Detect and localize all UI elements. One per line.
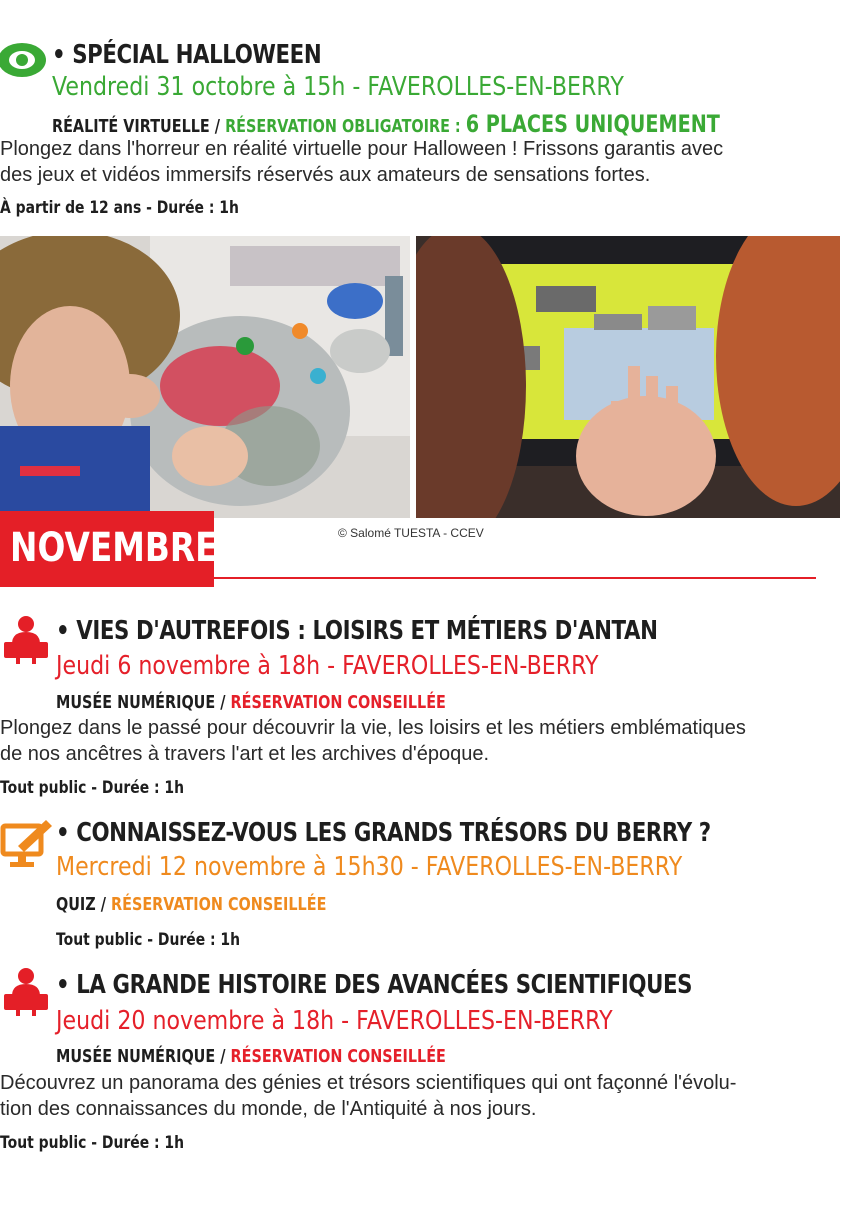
desc-line: Plongez dans l'horreur en réalité virtuelle pour Halloween ! Frissons garantis avec: [0, 138, 724, 160]
section-divider: [214, 577, 816, 579]
separator: /: [100, 894, 107, 915]
event-meta: [56, 692, 446, 713]
desc-line: Découvrez un panorama des génies et trésors scientifiques qui ont façonné l'évolu-: [0, 1072, 737, 1094]
event-footer: Tout public - Durée : 1h: [0, 778, 185, 798]
event-footer: Tout public - Durée : 1h: [0, 1133, 185, 1153]
event-description: [0, 136, 723, 188]
month-header: [0, 511, 218, 587]
desc-line: de nos ancêtres à travers l'art et les archives d'époque.: [0, 743, 490, 765]
reservation: RÉSERVATION OBLIGATOIRE :: [225, 116, 466, 137]
museum-presenter-icon: [2, 614, 50, 664]
event-type: RÉALITÉ VIRTUELLE: [52, 116, 210, 137]
event-title: • SPÉCIAL HALLOWEEN: [52, 40, 322, 70]
month-label: NOVEMBRE: [10, 525, 218, 571]
eye-icon: [0, 42, 46, 78]
event-date: Vendredi 31 octobre à 15h - FAVEROLLES-EN-BERRY: [52, 72, 624, 102]
event-type: QUIZ: [56, 894, 96, 915]
event-description: [0, 715, 746, 767]
reservation: RÉSERVATION CONSEILLÉE: [111, 894, 327, 915]
event-title: • CONNAISSEZ-VOUS LES GRANDS TRÉSORS DU BERRY ?: [56, 818, 711, 848]
reservation: RÉSERVATION CONSEILLÉE: [230, 1046, 446, 1067]
event-footer: À partir de 12 ans - Durée : 1h: [0, 198, 239, 218]
photo-credit: © Salomé TUESTA - CCEV: [338, 526, 484, 540]
separator: /: [220, 692, 226, 713]
event-date: Jeudi 20 novembre à 18h - FAVEROLLES-EN-BERRY: [56, 1006, 613, 1036]
event-description: [0, 1070, 736, 1122]
event-date: Jeudi 6 novembre à 18h - FAVEROLLES-EN-BERRY: [56, 651, 599, 681]
event-type: MUSÉE NUMÉRIQUE: [56, 692, 216, 713]
event-meta: [56, 1046, 446, 1067]
event-footer: Tout public - Durée : 1h: [56, 930, 241, 950]
desc-line: des jeux et vidéos immersifs réservés aux amateurs de sensations fortes.: [0, 164, 651, 186]
desc-line: Plongez dans le passé pour découvrir la vie, les loisirs et les métiers emblématiques: [0, 717, 746, 739]
event-meta: [56, 894, 326, 915]
event-type: MUSÉE NUMÉRIQUE: [56, 1046, 216, 1067]
places-limit: 6 PLACES UNIQUEMENT: [465, 110, 720, 138]
event-meta: [52, 110, 720, 138]
photo-papier-mache: [0, 236, 410, 518]
separator: /: [220, 1046, 226, 1067]
event-title: • VIES D'AUTREFOIS : LOISIRS ET MÉTIERS D'ANTAN: [56, 616, 658, 646]
desc-line: tion des connaissances du monde, de l'Antiquité à nos jours.: [0, 1098, 537, 1120]
event-date: Mercredi 12 novembre à 15h30 - FAVEROLLES-EN-BERRY: [56, 852, 683, 882]
separator: /: [214, 116, 221, 137]
quiz-screen-icon: [0, 818, 54, 872]
event-title: • LA GRANDE HISTOIRE DES AVANCÉES SCIENTIFIQUES: [56, 970, 693, 1000]
photo-tablet: [416, 236, 840, 518]
reservation: RÉSERVATION CONSEILLÉE: [230, 692, 446, 713]
museum-presenter-icon: [2, 966, 50, 1016]
